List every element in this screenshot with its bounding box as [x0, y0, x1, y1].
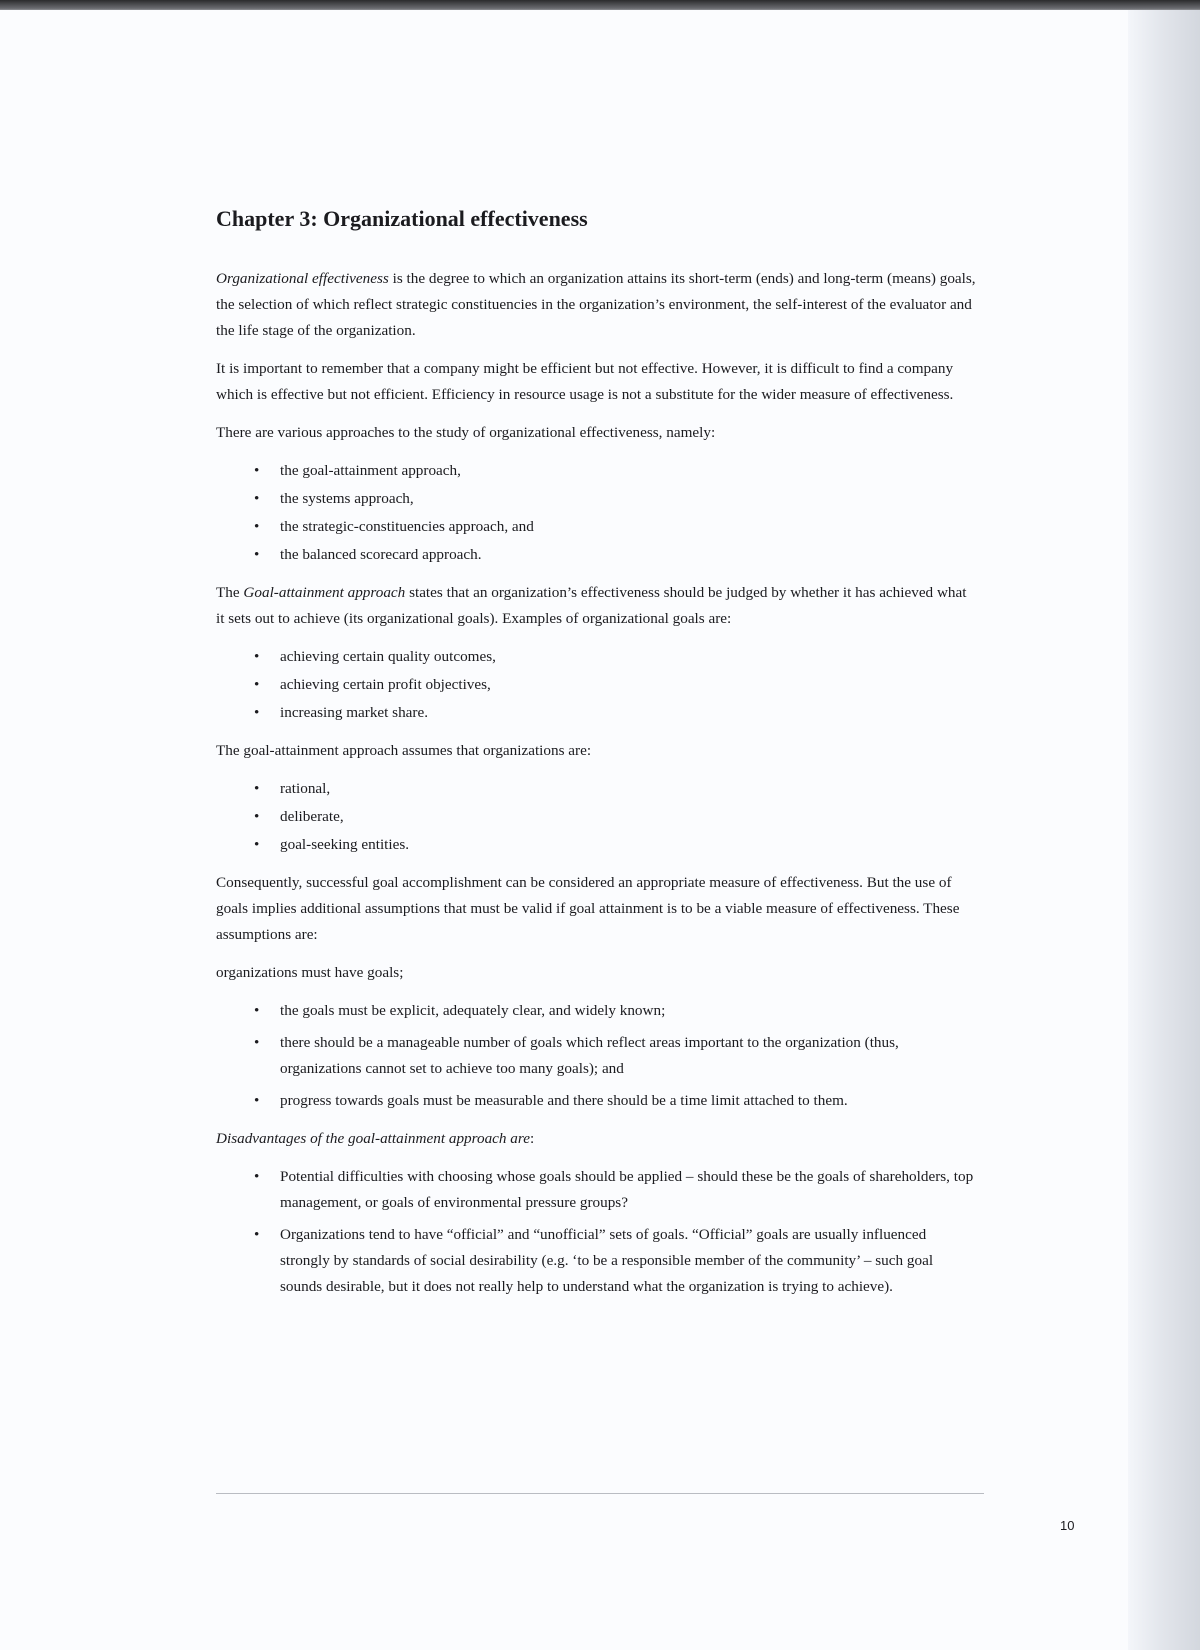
- goal-term: Goal-attainment approach: [243, 584, 406, 601]
- goal-attainment-paragraph: [216, 580, 976, 632]
- list-item: • goal-seeking entities.: [280, 832, 976, 858]
- list-item: • there should be a manageable number of goals which reflect areas important to the organization (thus, organizations cannot set to achieve too many goals); and: [280, 1030, 976, 1082]
- list-item: • achieving certain quality outcomes,: [280, 644, 976, 670]
- intro-paragraph: [216, 266, 976, 344]
- disadvantages-colon: :: [529, 1130, 535, 1147]
- efficiency-paragraph: It is important to remember that a company might be efficient but not effective. However, it is difficult to find a company which is effective but not efficient. Efficiency in resource usage is not a substitute for the wider measure of effectiveness.: [216, 360, 954, 403]
- intro-term: Organizational effectiveness: [216, 270, 389, 287]
- intro-text: is the degree to which an organization attains its short-term (ends) and long-term (means) goals, the selection of which reflect strategic constituencies in the organization’s environment, the self-interest of the evaluator and the life stage of the organization.: [216, 270, 976, 339]
- approaches-list: [216, 458, 976, 568]
- goal-examples-list: [216, 644, 976, 726]
- page-content: [216, 204, 976, 1312]
- list-item: • Potential difficulties with choosing whose goals should be applied – should these be the goals of shareholders, top management, or goals of environmental pressure groups?: [280, 1164, 976, 1216]
- disadvantages-heading: [216, 1126, 976, 1152]
- list-item: • increasing market share.: [280, 700, 976, 726]
- chapter-title: Chapter 3: Organizational effectiveness: [216, 206, 588, 231]
- goal-text: states that an organization’s effectiveness should be judged by whether it has achieved what it sets out to achieve (its organizational goals). Examples of organizational goals are:: [216, 584, 967, 627]
- org-traits-list: [216, 776, 976, 858]
- list-item: • the goal-attainment approach,: [280, 458, 976, 484]
- consequently-paragraph: Consequently, successful goal accomplishment can be considered an appropriate measure of effectiveness. But the use of goals implies additional assumptions that must be valid if goal attainment is to be a viable measure of effectiveness. These assumptions are:: [216, 874, 960, 943]
- approaches-paragraph: There are various approaches to the study of organizational effectiveness, namely:: [216, 424, 716, 441]
- list-item: • the systems approach,: [280, 486, 976, 512]
- list-item: • the strategic-constituencies approach, and: [280, 514, 976, 540]
- disadvantages-list: [216, 1164, 976, 1300]
- footer-rule: [216, 1493, 984, 1494]
- goal-prefix: The: [216, 584, 244, 601]
- list-item: • Organizations tend to have “official” and “unofficial” sets of goals. “Official” goals are usually influenced strongly by standards of social desirability (e.g. ‘to be a responsible member of the community’ – such goal sounds desirable, but it does not really help to understand what the organization is trying to achieve).: [280, 1222, 976, 1300]
- list-item: • the balanced scorecard approach.: [280, 542, 976, 568]
- must-have-goals-paragraph: organizations must have goals;: [216, 964, 404, 981]
- list-item: • rational,: [280, 776, 976, 802]
- page-gutter-shadow: [1128, 10, 1200, 1650]
- assumes-paragraph: The goal-attainment approach assumes that organizations are:: [216, 742, 592, 759]
- page-number: 10: [1060, 1518, 1075, 1533]
- disadvantages-heading-text: Disadvantages of the goal-attainment approach are: [216, 1130, 530, 1147]
- list-item: • progress towards goals must be measurable and there should be a time limit attached to them.: [280, 1088, 976, 1114]
- list-item: • achieving certain profit objectives,: [280, 672, 976, 698]
- list-item: • deliberate,: [280, 804, 976, 830]
- list-item: • the goals must be explicit, adequately clear, and widely known;: [280, 998, 976, 1024]
- assumptions-list: [216, 998, 976, 1114]
